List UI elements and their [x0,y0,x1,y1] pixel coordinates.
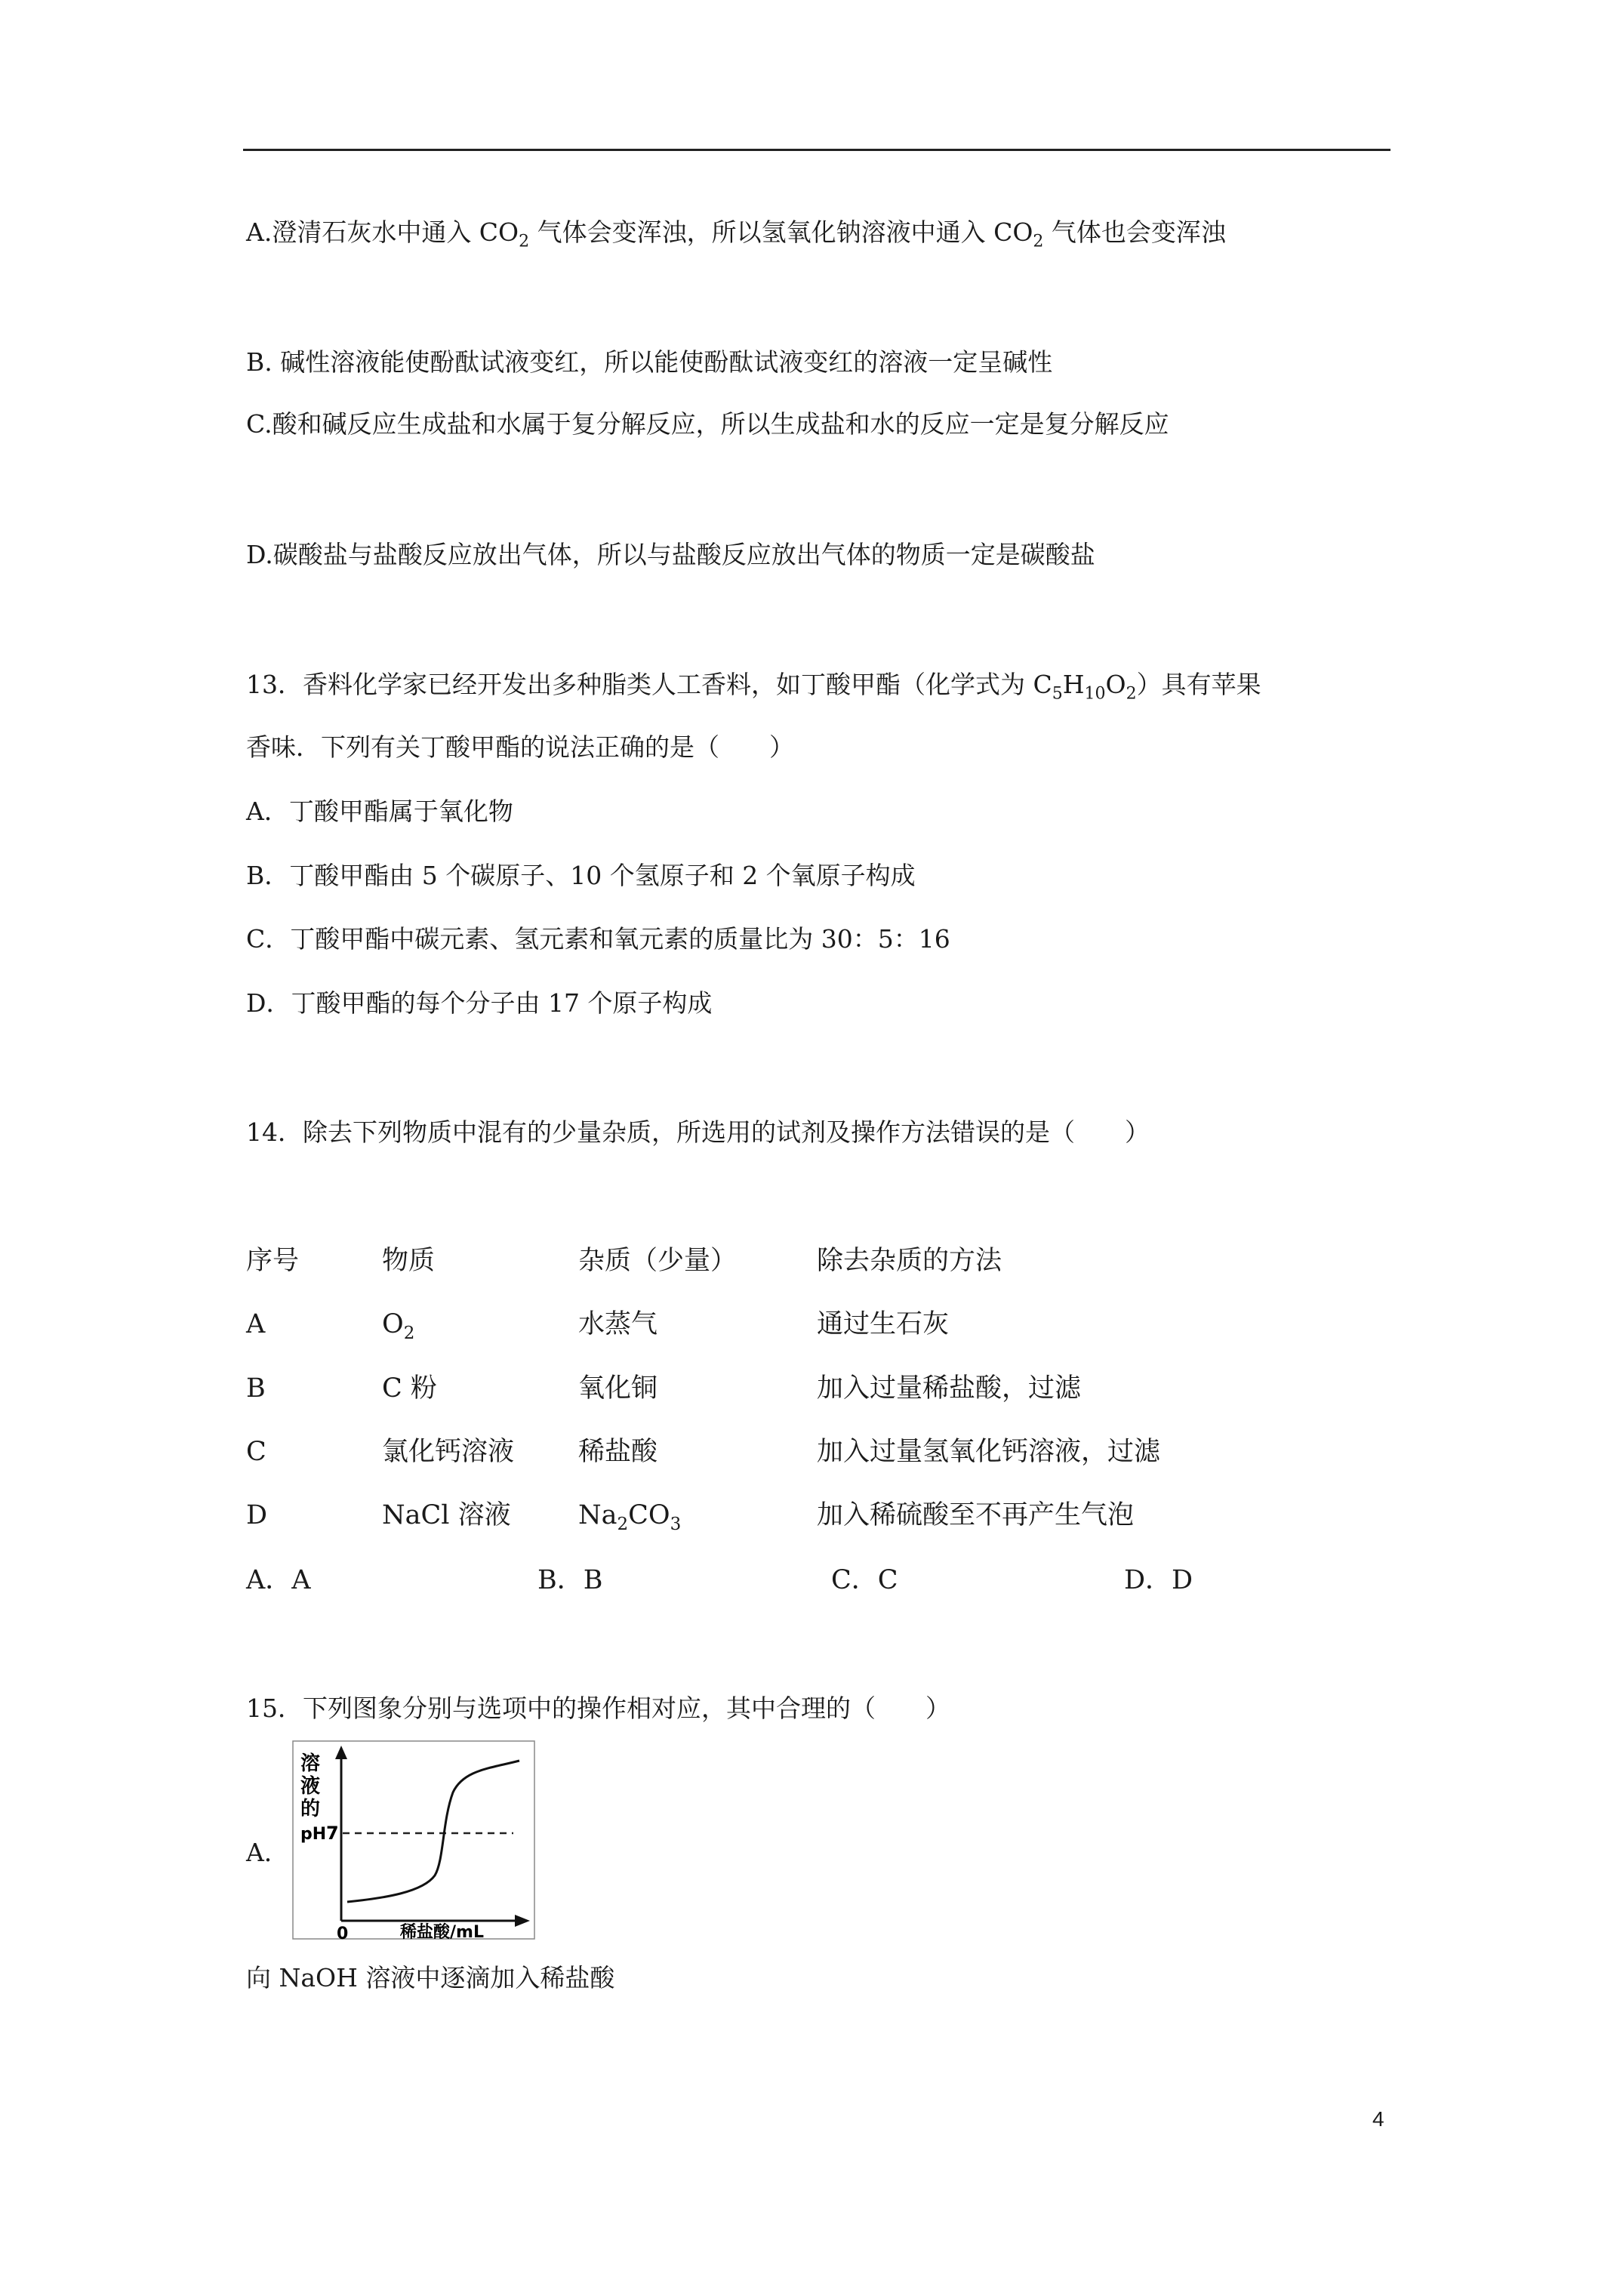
table-row [246,1308,1378,1353]
q13-option-b: B．丁酸甲酯由 5 个碳原子、10 个氢原子和 2 个氧原子构成 [246,861,916,890]
q13-option-d: D．丁酸甲酯的每个分子由 17 个原子构成 [246,988,713,1018]
answer-option: C．C [831,1565,898,1595]
y-tick-label: 7 [326,1823,339,1844]
row-substance: NaCl 溶液 [382,1500,511,1530]
q14-table-header [246,1244,1378,1290]
row-impurity: 稀盐酸 [578,1437,658,1467]
row-id: A [246,1309,266,1339]
y-label-char: pH [300,1825,327,1844]
table-row [246,1372,1378,1417]
row-method: 加入稀硫酸至不再产生气泡 [817,1500,1135,1530]
q15-option-a-caption: 向 NaOH 溶液中逐滴加入稀盐酸 [246,1963,615,1992]
row-method: 加入过量稀盐酸，过滤 [817,1373,1082,1404]
y-label-char: 液 [300,1775,321,1798]
page-number: 4 [1372,2107,1384,2131]
q13-stem-line2: 香味．下列有关丁酸甲酯的说法正确的是（ ） [246,732,794,762]
row-impurity: $Na_2CO_3$ [578,1500,682,1534]
q13-option-c: C．丁酸甲酯中碳元素、氢元素和氧元素的质量比为 30：5：16 [246,924,950,954]
row-substance: 氯化钙溶液 [382,1437,515,1467]
row-substance: C 粉 [382,1373,437,1404]
table-row [246,1435,1378,1481]
q14-answer-options [246,1564,1378,1609]
header-cell: 物质 [382,1246,436,1276]
q13-option-a: A．丁酸甲酯属于氧化物 [246,797,513,826]
header-cell: 序号 [246,1246,300,1276]
table-row [246,1499,1378,1544]
header-rule [243,149,1390,151]
y-label-char: 溶 [300,1752,321,1775]
q12-option-a: A.澄清石灰水中通入 $CO_2$ 气体会变浑浊，所以氢氧化钠溶液中通入 $CO_2$ 气体也会变浑浊 [246,217,1226,251]
header-cell: 除去杂质的方法 [817,1246,1002,1276]
row-id: D [246,1500,268,1530]
answer-option: B．B [537,1565,603,1595]
ph-titration-chart [287,1740,536,1942]
y-axis-arrow [335,1746,347,1759]
q15-option-a-label: A． [246,1838,289,1867]
chart-svg [287,1740,536,1942]
row-id: C [246,1437,266,1467]
x-axis-label: 稀盐酸/mL [400,1923,484,1942]
y-label-char: 的 [300,1798,321,1820]
row-substance: $O_2$ [382,1309,415,1343]
row-method: 通过生石灰 [817,1309,950,1339]
row-id: B [246,1373,266,1404]
series-line-ph [347,1761,519,1902]
answer-option: D．D [1124,1565,1193,1595]
origin-label: 0 [337,1925,349,1942]
row-impurity: 水蒸气 [578,1309,658,1339]
q15-stem: 15．下列图象分别与选项中的操作相对应，其中合理的（ ） [246,1693,950,1723]
row-method: 加入过量氢氧化钙溶液，过滤 [817,1437,1161,1467]
answer-option: A．A [246,1565,311,1595]
x-axis-arrow [515,1915,530,1927]
q14-stem: 14．除去下列物质中混有的少量杂质，所选用的试剂及操作方法错误的是（ ） [246,1117,1150,1147]
header-cell: 杂质（少量） [578,1246,738,1276]
q12-option-b: B. 碱性溶液能使酚酞试液变红，所以能使酚酞试液变红的溶液一定呈碱性 [246,347,1053,377]
q12-option-d: D.碳酸盐与盐酸反应放出气体，所以与盐酸反应放出气体的物质一定是碳酸盐 [246,540,1095,569]
q12-option-c: C.酸和碱反应生成盐和水属于复分解反应，所以生成盐和水的反应一定是复分解反应 [246,409,1169,439]
row-impurity: 氧化铜 [578,1373,658,1404]
q13-stem-line1: 13．香料化学家已经开发出多种脂类人工香料，如丁酸甲酯（化学式为 $C_5H_{10}O_2$）具有苹果 [246,670,1261,704]
